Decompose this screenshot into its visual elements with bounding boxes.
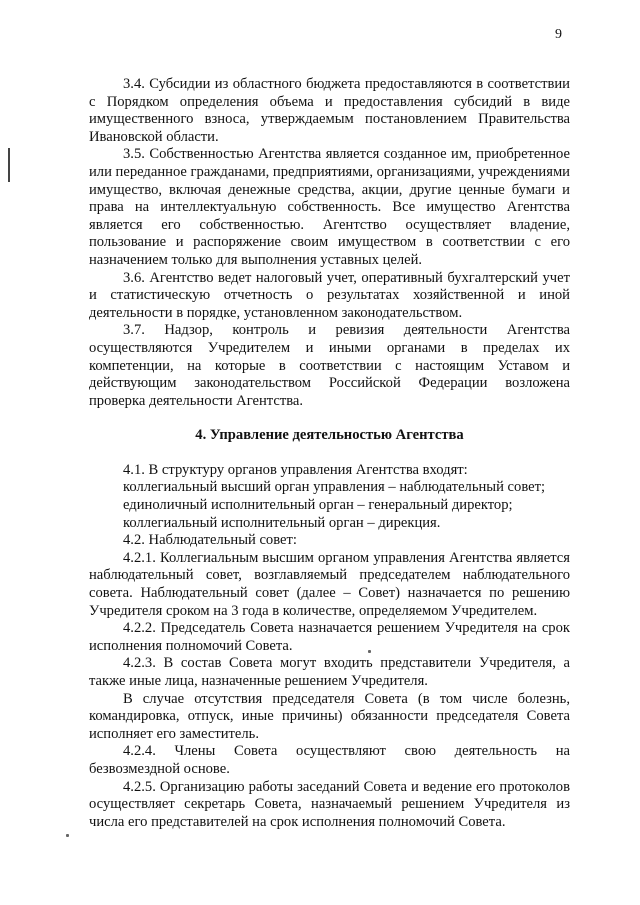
spacer bbox=[89, 445, 570, 462]
clause-3-4: 3.4. Субсидии из областного бюджета предоставляются в соответствии с Порядком определения объема и предоставления субсидий в виде имущественного взноса, утверждаемым постановлением Правительства Ивановской области. bbox=[89, 76, 570, 145]
clause-4-1-item: коллегиальный высший орган управления – наблюдательный совет; bbox=[123, 479, 546, 496]
clause-3-6: 3.6. Агентство ведет налоговый учет, оперативный бухгалтерский учет и статистическую отчетность о результатах хозяйственной и иной деятельности в порядке, установленном законодательством. bbox=[89, 269, 570, 321]
clause-4-2-3-continuation: В случае отсутствия председателя Совета (в том числе болезнь, командировка, отпуск, иные причины) обязанности председателя Совета исполняет его заместитель. bbox=[89, 690, 570, 742]
clause-4-1-item: единоличный исполнительный орган – генеральный директор; bbox=[123, 497, 513, 514]
spacer bbox=[89, 410, 570, 427]
page-number: 9 bbox=[555, 27, 562, 42]
clause-4-2-1: 4.2.1. Коллегиальным высшим органом управления Агентства является наблюдательный совет, возглавляемый председателем наблюдательного совета. Наблюдательный совет (далее – Совет) назначается по решению Учредителя сроком на 3 года в количестве, определяемом Учредителем. bbox=[89, 549, 570, 619]
clause-4-2-2: 4.2.2. Председатель Совета назначается решением Учредителя на срок исполнения полномочий Совета. bbox=[89, 620, 570, 654]
clause-3-5: 3.5. Собственностью Агентства является созданное им, приобретенное или переданное гражданами, предприятиями, организациями, учреждениями имущество, включая денежные средства, акции, другие ценные бумаги и права на интеллектуальную собственность. Все имущество Агентства является его собственностью. Агентство осуществляет владение, пользование и распоряжение своим имуществом в соответствии с его назначением только для выполнения уставных целей. bbox=[89, 146, 570, 268]
clause-4-2-3: 4.2.3. В состав Совета могут входить представители Учредителя, а также иные лица, назначенные решением Учредителя. bbox=[89, 655, 570, 689]
clause-4-2-4: 4.2.4. Члены Совета осуществляют свою деятельность на безвозмездной основе. bbox=[89, 743, 570, 777]
clause-3-7: 3.7. Надзор, контроль и ревизия деятельности Агентства осуществляются Учредителем и иными органами в пределах их компетенции, на которые в соответствии с настоящим Уставом и действующим законодательством Российской Федерации возложена проверка деятельности Агентства. bbox=[89, 322, 570, 409]
clause-4-1: 4.1. В структуру органов управления Агентства входят: bbox=[123, 461, 468, 478]
scan-margin-mark bbox=[8, 148, 10, 182]
clause-4-2-5: 4.2.5. Организацию работы заседаний Совета и ведение его протоколов осуществляет секретарь Совета, назначаемый решением Учредителя из числа его представителей на срок исполнения полномочий Совета. bbox=[89, 778, 570, 830]
scan-speck bbox=[66, 834, 69, 837]
clause-4-2: 4.2. Наблюдательный совет: bbox=[123, 532, 297, 549]
clause-4-1-item: коллегиальный исполнительный орган – дирекция. bbox=[123, 514, 441, 531]
section-4-heading: 4. Управление деятельностью Агентства bbox=[195, 427, 464, 444]
document-body bbox=[89, 76, 570, 831]
